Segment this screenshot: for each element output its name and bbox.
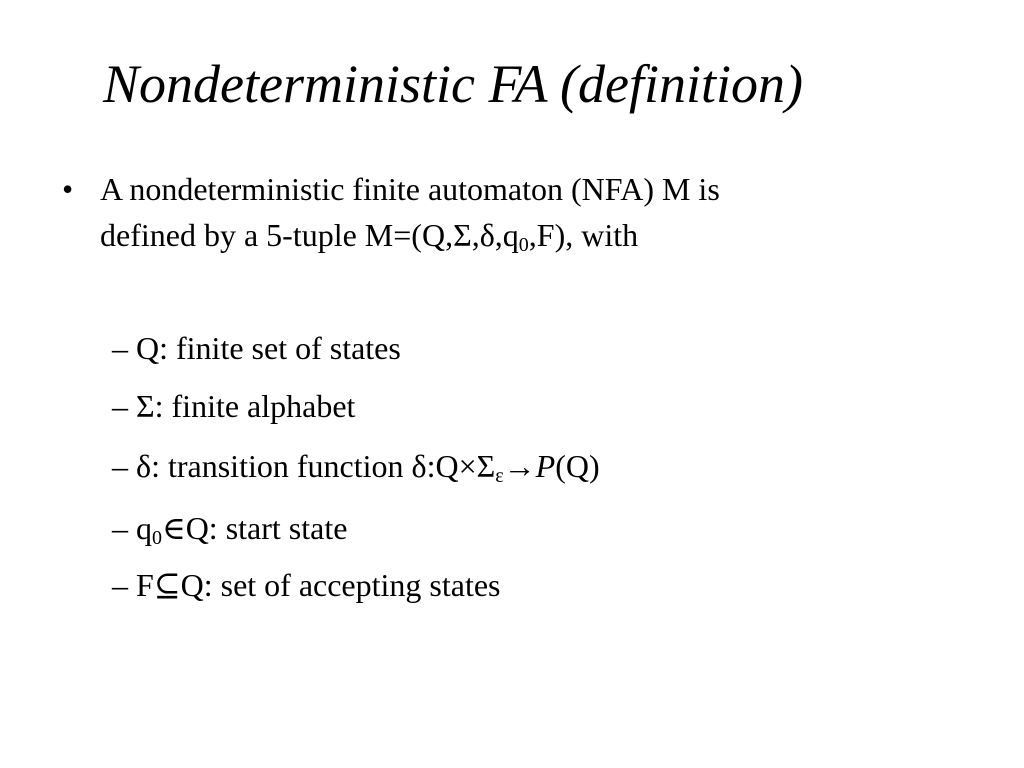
sub-item-text: Σ: finite alphabet — [136, 388, 356, 424]
bullet-text — [100, 166, 920, 258]
sub-item-transition — [112, 446, 600, 486]
q-subscript: 0 — [152, 527, 162, 549]
dash: – — [112, 510, 128, 546]
bullet-line-2 — [100, 212, 920, 258]
dash: – — [112, 448, 128, 484]
arrow-symbol: → — [503, 448, 536, 484]
bullet-line-1: A nondeterministic finite automaton (NFA) M is — [100, 171, 720, 207]
powerset-symbol: P — [535, 448, 556, 484]
bullet-mark: • — [62, 171, 74, 207]
sub-item-text-end: ∈Q: start state — [162, 510, 348, 546]
dash: – — [112, 330, 128, 366]
sub-item-start-state — [112, 508, 347, 548]
sub-item-text: δ: transition function δ:Q×Σ — [136, 448, 496, 484]
sub-item-accepting-states — [112, 565, 501, 605]
dash: – — [112, 567, 128, 603]
bullet-line-2-text: defined by a 5-tuple M=(Q,Σ,δ,q — [100, 217, 519, 253]
slide-title: Nondeterministic FA (definition) — [103, 54, 803, 114]
bullet-line-2-end: ,F), with — [528, 217, 639, 253]
q-subscript: 0 — [518, 234, 529, 256]
sub-item-alphabet — [112, 386, 355, 426]
sub-item-states — [112, 328, 401, 368]
sub-item-text-end: (Q) — [555, 448, 600, 484]
dash: – — [112, 388, 128, 424]
sub-item-text: Q: finite set of states — [136, 330, 401, 366]
sub-item-text: q — [136, 510, 152, 546]
epsilon-subscript: ε — [495, 465, 504, 487]
sub-item-text: F⊆Q: set of accepting states — [136, 567, 501, 603]
